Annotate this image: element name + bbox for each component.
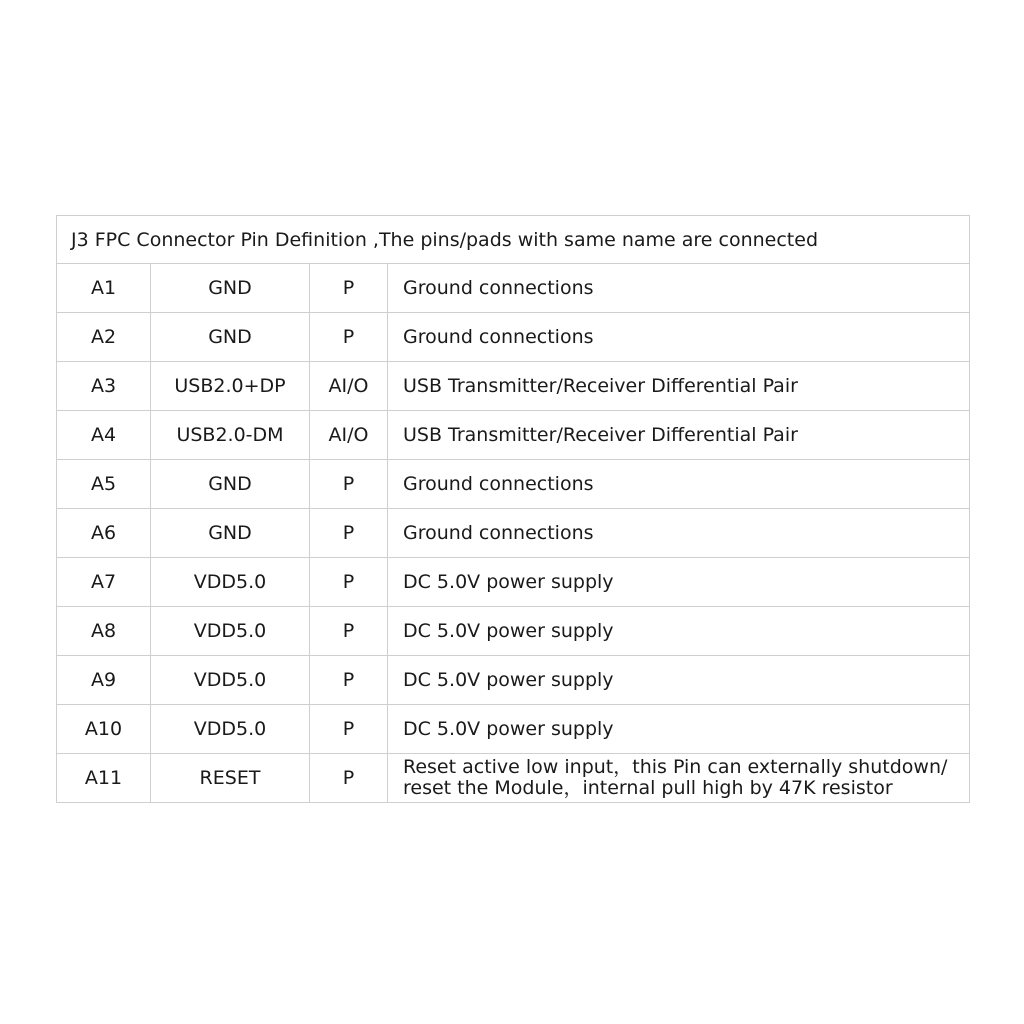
pin-type-cell: P [310, 754, 388, 803]
pin-type-cell: P [310, 313, 388, 362]
table-title-row [57, 216, 970, 264]
pin-name-cell: USB2.0+DP [151, 362, 310, 411]
pin-type-cell: P [310, 607, 388, 656]
pin-cell: A1 [57, 264, 151, 313]
table-title: J3 FPC Connector Pin Definition ,The pins/pads with same name are connected [57, 216, 970, 264]
description-line: DC 5.0V power supply [403, 668, 614, 691]
pin-description-cell [388, 558, 970, 607]
pin-cell: A9 [57, 656, 151, 705]
pin-cell: A10 [57, 705, 151, 754]
pin-type-cell: P [310, 558, 388, 607]
description-line: USB Transmitter/Receiver Differential Pair [403, 374, 798, 397]
pin-description-cell [388, 313, 970, 362]
pin-table-body [57, 216, 970, 803]
description-line: Ground connections [403, 325, 594, 348]
pin-type-cell: AI/O [310, 362, 388, 411]
pin-description-cell [388, 705, 970, 754]
table-row [57, 558, 970, 607]
pin-type-cell: P [310, 264, 388, 313]
pin-type-cell: P [310, 460, 388, 509]
pin-name-cell: VDD5.0 [151, 607, 310, 656]
pin-name-cell: GND [151, 509, 310, 558]
pin-type-cell: P [310, 509, 388, 558]
table-row [57, 705, 970, 754]
pin-description-cell [388, 362, 970, 411]
pin-name-cell: USB2.0-DM [151, 411, 310, 460]
pin-type-cell: AI/O [310, 411, 388, 460]
pin-name-cell: VDD5.0 [151, 558, 310, 607]
pin-name-cell: GND [151, 313, 310, 362]
pin-cell: A2 [57, 313, 151, 362]
pin-name-cell: VDD5.0 [151, 705, 310, 754]
pin-cell: A7 [57, 558, 151, 607]
pin-definition-table [56, 215, 970, 803]
table-row [57, 411, 970, 460]
pin-description-cell [388, 754, 970, 803]
pin-name-cell: RESET [151, 754, 310, 803]
description-line: Ground connections [403, 276, 594, 299]
pin-description-cell [388, 656, 970, 705]
description-line: reset the Module，internal pull high by 47K resistor [403, 777, 893, 799]
pin-type-cell: P [310, 656, 388, 705]
description-line: DC 5.0V power supply [403, 570, 614, 593]
pin-description-cell [388, 264, 970, 313]
table-row [57, 313, 970, 362]
pin-name-cell: GND [151, 264, 310, 313]
pin-description-cell [388, 509, 970, 558]
pin-cell: A5 [57, 460, 151, 509]
pin-description-cell [388, 460, 970, 509]
table-row [57, 264, 970, 313]
pin-cell: A6 [57, 509, 151, 558]
table-row [57, 509, 970, 558]
table-row [57, 362, 970, 411]
pin-name-cell: VDD5.0 [151, 656, 310, 705]
pin-description-cell [388, 607, 970, 656]
pin-description-cell [388, 411, 970, 460]
description-line: Ground connections [403, 521, 594, 544]
pin-cell: A8 [57, 607, 151, 656]
pin-type-cell: P [310, 705, 388, 754]
description-line: Ground connections [403, 472, 594, 495]
description-line: USB Transmitter/Receiver Differential Pair [403, 423, 798, 446]
table-row [57, 754, 970, 803]
pin-cell: A4 [57, 411, 151, 460]
description-line: DC 5.0V power supply [403, 717, 614, 740]
table-row [57, 460, 970, 509]
pin-cell: A11 [57, 754, 151, 803]
pin-name-cell: GND [151, 460, 310, 509]
description-line: Reset active low input，this Pin can externally shutdown/ [403, 756, 948, 778]
table-row [57, 656, 970, 705]
description-line: DC 5.0V power supply [403, 619, 614, 642]
table-row [57, 607, 970, 656]
pin-cell: A3 [57, 362, 151, 411]
